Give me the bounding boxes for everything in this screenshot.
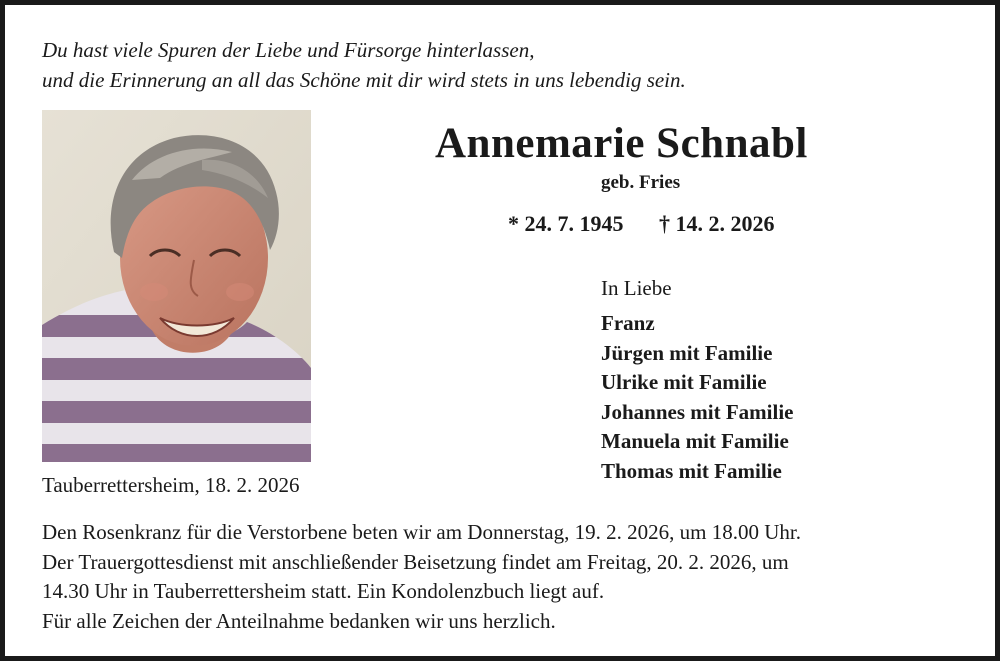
mourner-item: Johannes mit Familie — [601, 399, 794, 424]
notice-line-1: Den Rosenkranz für die Verstorbene beten wir am Donnerstag, 19. 2. 2026, um 18.00 Uhr. — [42, 520, 801, 544]
mourner-item: Thomas mit Familie — [601, 458, 782, 483]
mourners-list — [601, 309, 794, 486]
notice-line-3: 14.30 Uhr in Tauberrettersheim statt. Ein Kondolenzbuch liegt auf. — [42, 579, 605, 603]
memorial-quote — [42, 35, 686, 95]
deceased-name: Annemarie Schnabl — [435, 120, 808, 167]
portrait-illustration — [42, 110, 311, 462]
life-dates — [508, 211, 775, 237]
service-notice — [42, 518, 801, 636]
portrait-photo — [42, 110, 311, 462]
mourner-item: Jürgen mit Familie — [601, 340, 773, 365]
quote-line-2: und die Erinnerung an all das Schöne mit dir wird stets in uns lebendig sein. — [42, 68, 686, 92]
love-intro: In Liebe — [601, 276, 672, 300]
place-and-date: Tauberrettersheim, 18. 2. 2026 — [42, 473, 300, 497]
mourner-item: Manuela mit Familie — [601, 429, 789, 453]
notice-line-4: Für alle Zeichen der Anteilnahme bedanken wir uns herzlich. — [42, 608, 556, 633]
birth-name: geb. Fries — [601, 172, 681, 193]
quote-line-1: Du hast viele Spuren der Liebe und Fürsorge hinterlassen, — [42, 38, 535, 62]
mourner-item: Franz — [601, 311, 655, 335]
birth-date: * 24. 7. 1945 — [508, 211, 624, 236]
mourner-item: Ulrike mit Familie — [601, 370, 767, 394]
notice-line-2: Der Trauergottesdienst mit anschließender Beisetzung findet am Freitag, 20. 2. 2026, um — [42, 549, 789, 574]
death-date: † 14. 2. 2026 — [659, 211, 775, 236]
